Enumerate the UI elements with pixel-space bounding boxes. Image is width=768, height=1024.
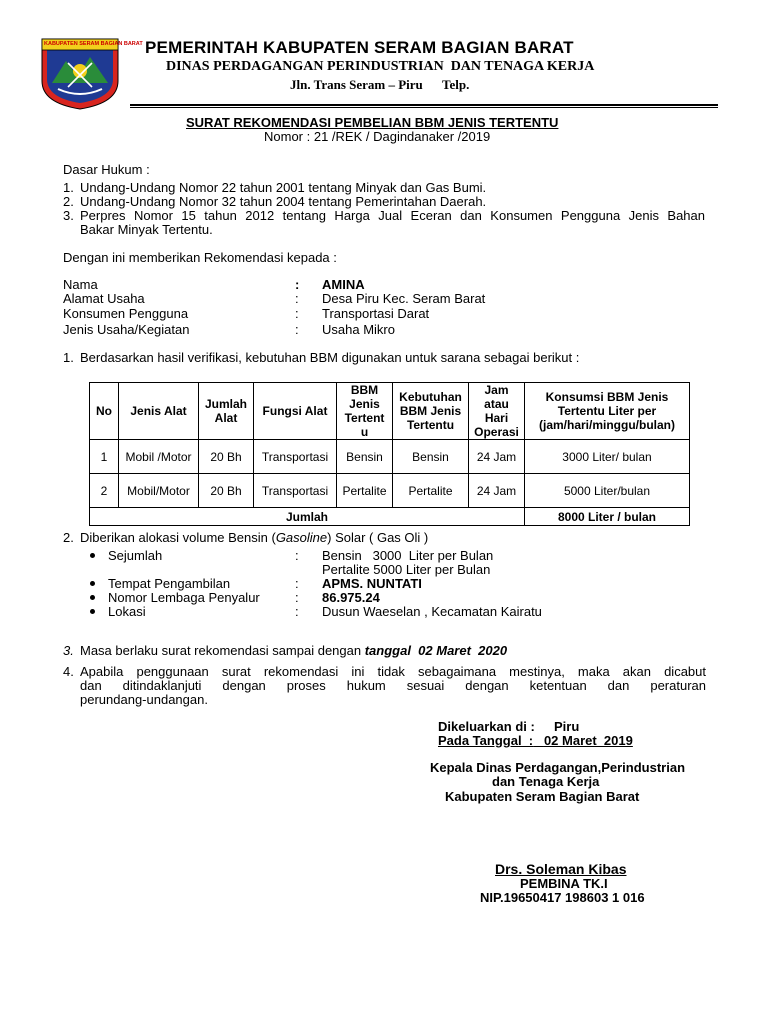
table-total-row — [90, 508, 690, 526]
list-item: 2. Undang-Undang Nomor 32 tahun 2004 tentang Pemerintahan Daerah. — [63, 194, 487, 209]
table-cell: Pertalite — [337, 474, 393, 508]
point-2: 2. Diberikan alokasi volume Bensin (Gasoline) Solar ( Gas Oli ) — [63, 530, 429, 545]
field-separator: : — [295, 277, 300, 292]
table-cell: 24 Jam — [469, 440, 525, 474]
field-value: Transportasi Darat — [322, 306, 430, 321]
recipient-name: AMINA — [322, 277, 365, 292]
signatory-nip: NIP.19650417 198603 1 016 — [480, 890, 645, 905]
field-separator: : — [295, 306, 299, 321]
table-cell: Bensin — [393, 440, 469, 474]
address-line: Jln. Trans Seram – Piru Telp. — [290, 77, 470, 92]
table-cell: Transportasi — [254, 440, 337, 474]
column-header: Jumlah Alat — [199, 383, 254, 440]
bullet — [90, 595, 95, 600]
column-header: No — [90, 383, 119, 440]
list-item-continuation: Bakar Minyak Tertentu. — [80, 222, 213, 237]
field-separator: : — [295, 548, 299, 563]
issue-date: Pada Tanggal : 02 Maret 2019 — [438, 733, 633, 748]
table-cell: 1 — [90, 440, 119, 474]
bullet — [90, 553, 95, 558]
gov-heading: PEMERINTAH KABUPATEN SERAM BAGIAN BARAT — [145, 38, 574, 57]
legal-basis-heading: Dasar Hukum : — [63, 162, 150, 177]
issue-place-value: Piru — [554, 719, 580, 734]
table-cell: Mobil/Motor — [119, 474, 199, 508]
field-label: Tempat Pengambilan — [108, 576, 231, 591]
field-label: Sejumlah — [108, 548, 163, 563]
signatory-title: Kabupaten Seram Bagian Barat — [445, 789, 640, 804]
field-separator: : — [295, 576, 299, 591]
field-label: Nomor Lembaga Penyalur — [108, 590, 260, 605]
letterhead-rule-thin — [130, 107, 718, 108]
field-value: APMS. NUNTATI — [322, 576, 422, 591]
column-header: Konsumsi BBM Jenis Tertentu Liter per (jam/hari/minggu/bulan) — [525, 383, 690, 440]
list-item: 1. Undang-Undang Nomor 22 tahun 2001 tentang Minyak dan Gas Bumi. — [63, 180, 487, 195]
table-cell: Mobil /Motor — [119, 440, 199, 474]
logo-text: KABUPATEN SERAM BAGIAN BARAT — [44, 41, 143, 47]
field-value: Desa Piru Kec. Seram Barat — [322, 291, 486, 306]
field-separator: : — [295, 322, 299, 337]
table-cell: 20 Bh — [199, 474, 254, 508]
table-cell: 5000 Liter/bulan — [525, 474, 690, 508]
signatory-title: dan Tenaga Kerja — [492, 774, 600, 789]
point-1: 1. Berdasarkan hasil verifikasi, kebutuhan BBM digunakan untuk sarana sebagai berikut : — [63, 350, 580, 365]
point-4-line: Apabila penggunaan surat rekomendasi ini tidak sebagaimana mestinya, maka akan dicabut — [80, 664, 706, 679]
field-value: 86.975.24 — [322, 590, 380, 605]
field-value: Bensin 3000 Liter per Bulan — [322, 548, 494, 563]
table-cell: Pertalite — [393, 474, 469, 508]
bbm-usage-table — [89, 382, 690, 526]
signatory-rank: PEMBINA TK.I — [520, 876, 608, 891]
total-label: Jumlah — [90, 508, 525, 526]
bullet — [90, 581, 95, 586]
point-4-line: perundang-undangan. — [80, 692, 208, 707]
table-cell: 20 Bh — [199, 440, 254, 474]
total-value: 8000 Liter / bulan — [525, 508, 690, 526]
field-label: Lokasi — [108, 604, 146, 619]
point-4: 4. — [63, 664, 74, 679]
letter-number: Nomor : 21 /REK / Dagindanaker /2019 — [264, 129, 491, 144]
column-header: Jam atau Hari Operasi — [469, 383, 525, 440]
table-header-row — [90, 383, 690, 440]
column-header: Fungsi Alat — [254, 383, 337, 440]
letterhead-rule — [130, 104, 718, 106]
bullet — [90, 609, 95, 614]
list-item: 3. Perpres Nomor 15 tahun 2012 tentang Harga Jual Eceran dan Konsumen Pengguna Jenis Bahan — [63, 208, 705, 223]
field-label: Alamat Usaha — [63, 291, 145, 306]
column-header: Kebutuhan BBM Jenis Tertentu — [393, 383, 469, 440]
letter-title: SURAT REKOMENDASI PEMBELIAN BBM JENIS TERTENTU — [186, 115, 559, 130]
signatory-title: Kepala Dinas Perdagangan,Perindustrian — [430, 760, 686, 775]
field-separator: : — [295, 604, 299, 619]
point-3: 3. Masa berlaku surat rekomendasi sampai dengan tanggal 02 Maret 2020 — [63, 643, 508, 658]
intro-text: Dengan ini memberikan Rekomendasi kepada : — [63, 250, 337, 265]
table-row — [90, 440, 690, 474]
signatory-name: Drs. Soleman Kibas — [495, 861, 627, 877]
table-cell: 2 — [90, 474, 119, 508]
table-row — [90, 474, 690, 508]
dept-heading: DINAS PERDAGANGAN PERINDUSTRIAN DAN TENAGA KERJA — [166, 59, 595, 74]
table-cell: 24 Jam — [469, 474, 525, 508]
field-label: Jenis Usaha/Kegiatan — [63, 322, 190, 337]
column-header: Jenis Alat — [119, 383, 199, 440]
table-cell: 3000 Liter/ bulan — [525, 440, 690, 474]
point-4-line: dan ditindaklanjuti dengan proses hukum sesuai dengan ketentuan dan peraturan — [80, 678, 706, 693]
issue-place-label: Dikeluarkan di : — [438, 719, 535, 734]
field-value: Pertalite 5000 Liter per Bulan — [322, 562, 491, 577]
table-cell: Transportasi — [254, 474, 337, 508]
field-value: Dusun Waeselan , Kecamatan Kairatu — [322, 604, 542, 619]
table-cell: Bensin — [337, 440, 393, 474]
column-header: BBM Jenis Tertent u — [337, 383, 393, 440]
field-separator: : — [295, 590, 299, 605]
field-value: Usaha Mikro — [322, 322, 395, 337]
field-label: Nama — [63, 277, 98, 292]
field-separator: : — [295, 291, 299, 306]
regency-logo — [38, 37, 143, 111]
field-label: Konsumen Pengguna — [63, 306, 189, 321]
